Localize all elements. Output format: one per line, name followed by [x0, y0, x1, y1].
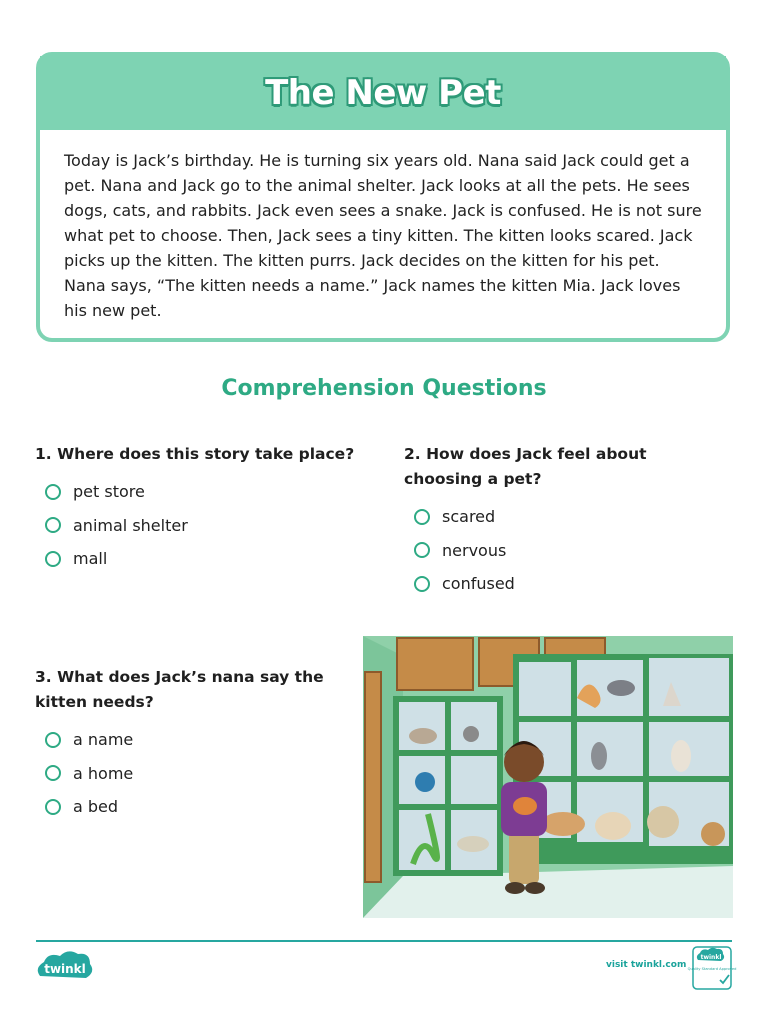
- question-text: 1. Where does this story take place?: [35, 445, 355, 463]
- question-text: 2. How does Jack feel about choosing a pet?: [404, 445, 647, 488]
- option[interactable]: [35, 542, 365, 576]
- radio-circle-icon[interactable]: [45, 484, 61, 500]
- option-label: animal shelter: [73, 515, 188, 535]
- option[interactable]: [35, 509, 365, 543]
- option[interactable]: [404, 500, 704, 534]
- option[interactable]: [35, 757, 335, 791]
- option-label: confused: [442, 574, 515, 594]
- radio-circle-icon[interactable]: [414, 542, 430, 558]
- section-title: Comprehension Questions: [221, 376, 547, 401]
- radio-circle-icon[interactable]: [45, 551, 61, 567]
- footer-divider: [36, 940, 732, 942]
- option-list: [35, 475, 365, 576]
- animal-shelter-illustration: [363, 636, 733, 918]
- radio-circle-icon[interactable]: [45, 517, 61, 533]
- option[interactable]: [404, 567, 704, 601]
- quality-badge: [687, 946, 737, 990]
- question-2: [404, 442, 704, 601]
- option[interactable]: [35, 475, 365, 509]
- option[interactable]: [35, 790, 335, 824]
- radio-circle-icon[interactable]: [45, 732, 61, 748]
- story-card: [36, 52, 730, 342]
- option-label: nervous: [442, 540, 507, 560]
- option-list: [35, 723, 335, 824]
- story-text: Today is Jack’s birthday. He is turning six years old. Nana said Jack could get a pet. Nana and Jack go to the animal shelter. Jack looks at all the pets. He sees dogs, cats, and rabbits. Jack even sees a snake. Jack is confused. He is not sure what pet to choose. Then, Jack sees a tiny kitten. The kitten looks scared. Jack picks up the kitten. The kitten purrs. Jack decides on the kitten for his pet. Nana says, “The kitten needs a name.” Jack names the kitten Mia. Jack loves his new pet.: [64, 151, 702, 320]
- title-band: [40, 56, 726, 130]
- option-list: [404, 500, 704, 601]
- option-label: a bed: [73, 797, 119, 817]
- visit-link[interactable]: visit twinkl.com: [606, 960, 687, 970]
- question-text: 3. What does Jack’s nana say the kitten needs?: [35, 668, 324, 711]
- radio-circle-icon[interactable]: [45, 765, 61, 781]
- question-1: [35, 442, 365, 576]
- radio-circle-icon[interactable]: [414, 509, 430, 525]
- radio-circle-icon[interactable]: [45, 799, 61, 815]
- option[interactable]: [35, 723, 335, 757]
- badge-text: Quality Standard Approved: [687, 967, 737, 971]
- option-label: scared: [442, 507, 496, 527]
- option-label: pet store: [73, 482, 145, 502]
- radio-circle-icon[interactable]: [414, 576, 430, 592]
- option[interactable]: [404, 534, 704, 568]
- twinkl-logo: [34, 950, 96, 984]
- option-label: a home: [73, 763, 134, 783]
- logo-text: twinkl: [44, 962, 86, 976]
- option-label: mall: [73, 549, 108, 569]
- question-3: [35, 665, 335, 824]
- page-title: The New Pet: [265, 73, 501, 113]
- badge-brand: twinkl: [700, 954, 722, 961]
- option-label: a name: [73, 730, 134, 750]
